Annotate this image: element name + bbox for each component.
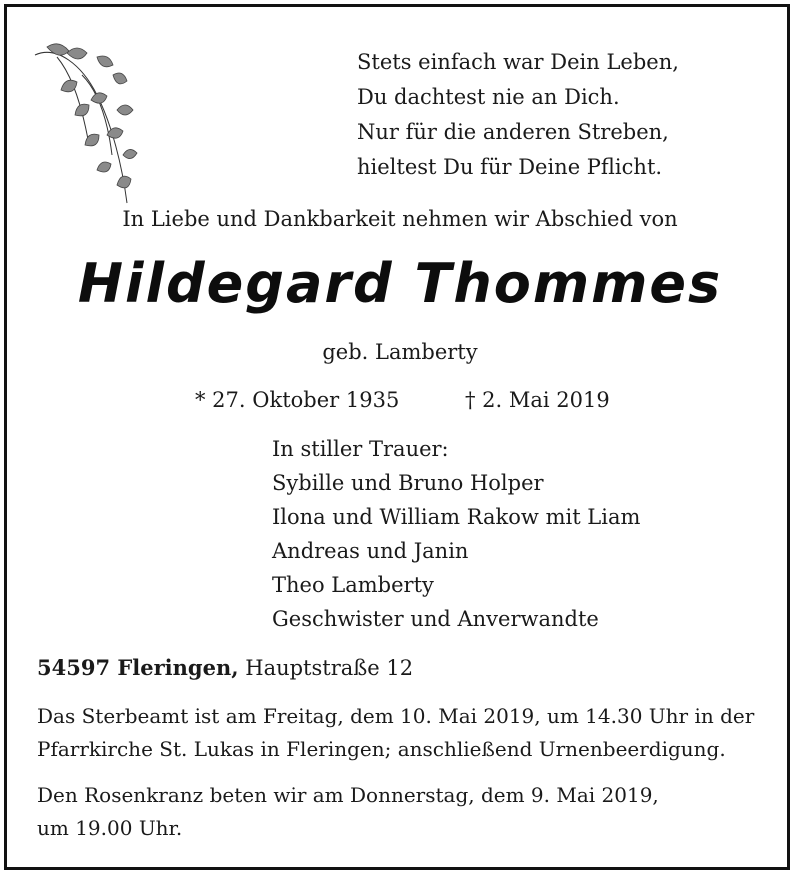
maiden-name: geb. Lamberty bbox=[322, 340, 478, 364]
poem-line: Nur für die anderen Streben, bbox=[357, 120, 669, 144]
mourner-name: Andreas und Janin bbox=[272, 539, 469, 563]
poem-line: Stets einfach war Dein Leben, bbox=[357, 50, 679, 74]
address bbox=[37, 655, 413, 680]
obituary-card bbox=[4, 4, 790, 870]
mourner-name: Sybille und Bruno Holper bbox=[272, 471, 544, 495]
rosary-line: Den Rosenkranz beten wir am Donnerstag, dem 9. Mai 2019, bbox=[37, 783, 659, 807]
mourners-heading: In stiller Trauer: bbox=[272, 437, 449, 461]
birth-date: * 27. Oktober 1935 bbox=[195, 388, 400, 412]
death-date: † 2. Mai 2019 bbox=[465, 388, 610, 412]
mourner-name: Theo Lamberty bbox=[272, 573, 434, 597]
poem-line: Du dachtest nie an Dich. bbox=[357, 85, 620, 109]
mourners-list bbox=[272, 432, 640, 636]
mourner-name: Ilona und William Rakow mit Liam bbox=[272, 505, 641, 529]
address-street: Hauptstraße 12 bbox=[245, 656, 414, 680]
poem-line: hieltest Du für Deine Pflicht. bbox=[357, 155, 663, 179]
address-place: 54597 Fleringen, bbox=[37, 655, 239, 680]
deceased-name: Hildegard Thommes bbox=[77, 252, 723, 315]
birch-leaves-icon bbox=[27, 35, 147, 210]
requiem-line: Das Sterbeamt ist am Freitag, dem 10. Mai 2019, um 14.30 Uhr in der bbox=[37, 704, 755, 728]
requiem-line: Pfarrkirche St. Lukas in Fleringen; anschließend Urnenbeerdigung. bbox=[37, 737, 726, 761]
rosary-line: um 19.00 Uhr. bbox=[37, 816, 183, 840]
poem bbox=[357, 45, 679, 185]
intro-text: In Liebe und Dankbarkeit nehmen wir Abschied von bbox=[122, 207, 678, 231]
rosary-notice bbox=[37, 779, 777, 845]
mourner-name: Geschwister und Anverwandte bbox=[272, 607, 599, 631]
requiem-notice bbox=[37, 700, 777, 766]
